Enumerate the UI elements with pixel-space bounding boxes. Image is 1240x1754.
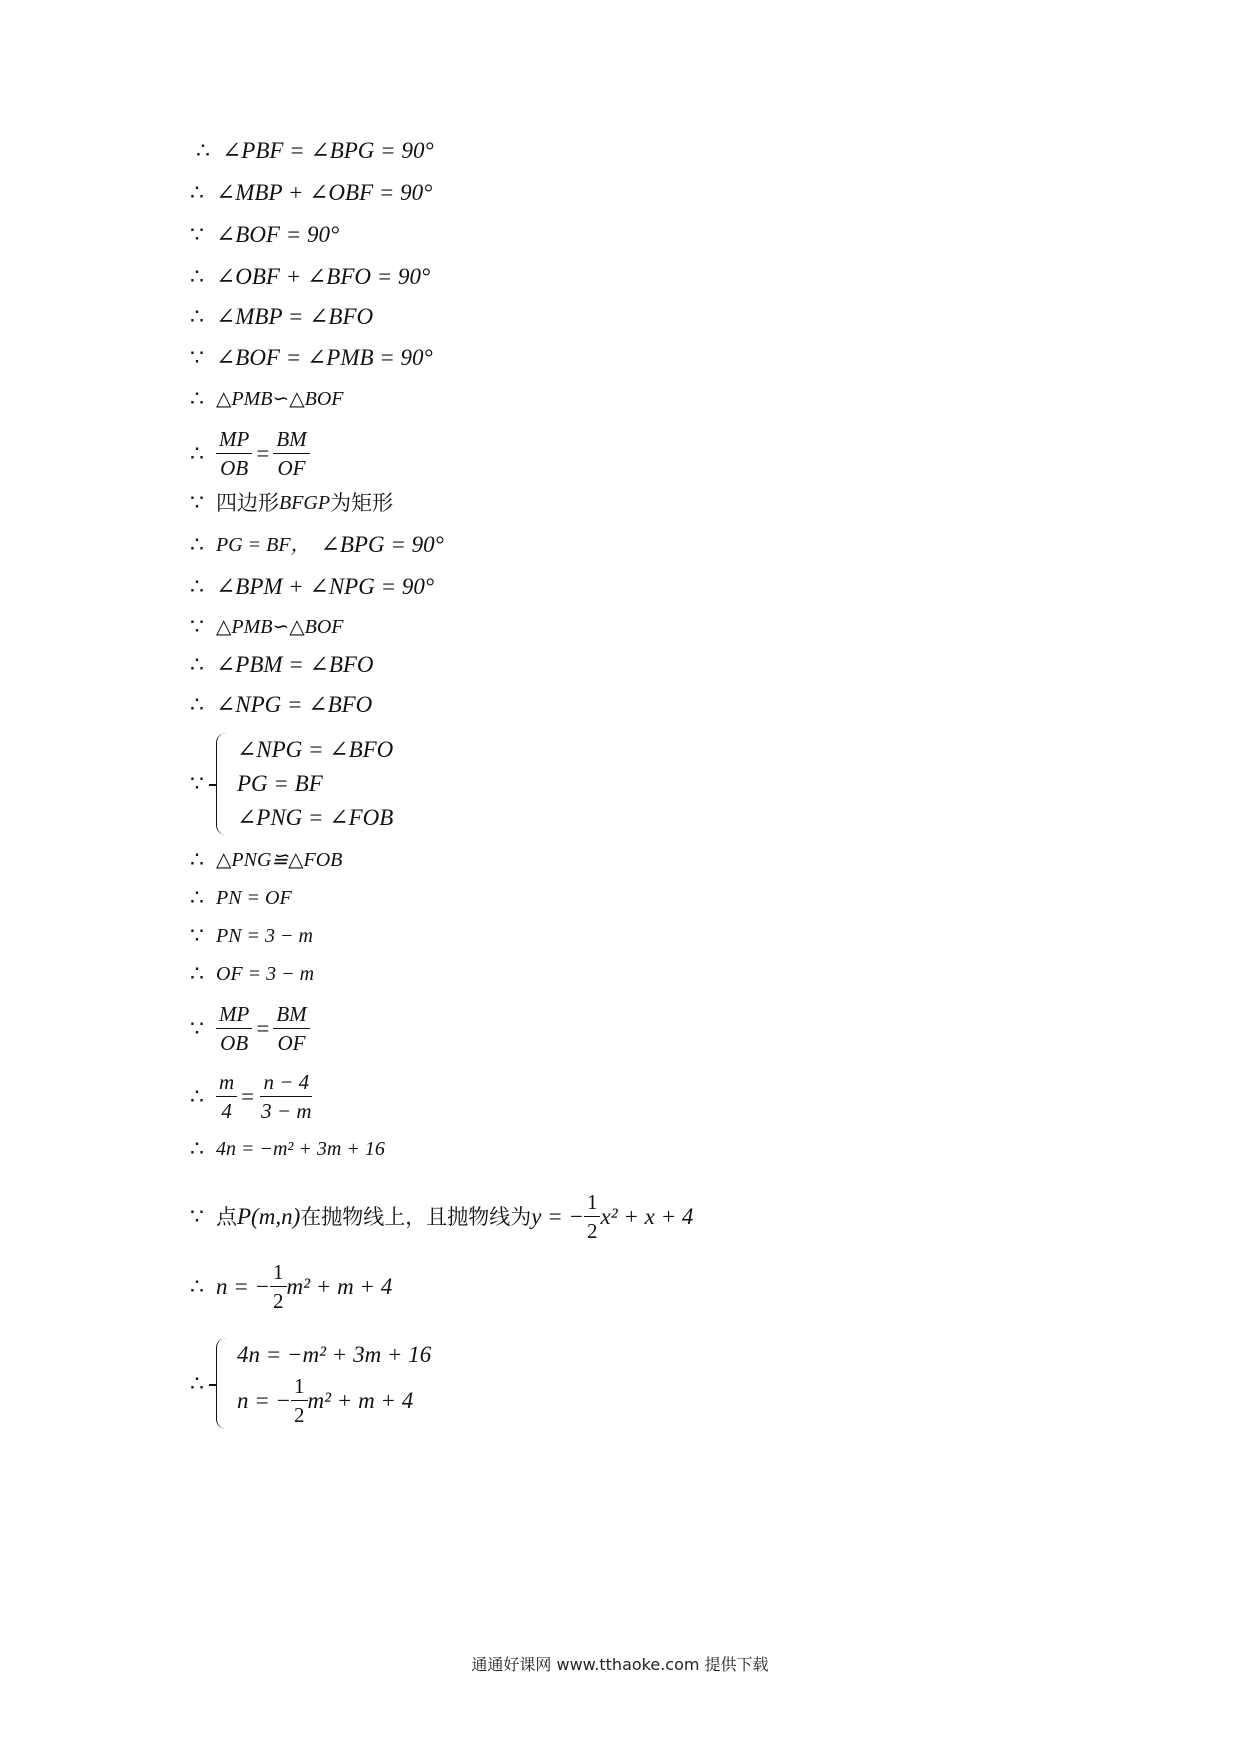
proof-line-10	[190, 530, 444, 560]
denominator: OB	[220, 456, 249, 480]
left-brace	[216, 1338, 231, 1429]
proof-line-23	[190, 1188, 693, 1245]
numerator: 1	[291, 1372, 308, 1401]
equation-system	[216, 733, 393, 835]
numerator: 1	[270, 1258, 287, 1287]
system-row: ∠PNG = ∠FOB	[237, 805, 394, 830]
equation: ∠BOF = 90°	[216, 222, 340, 247]
therefore-symbol: ∴	[190, 180, 204, 205]
equation: PG = BF，	[216, 534, 311, 556]
proof-line-4	[190, 262, 430, 292]
numerator: MP	[216, 1000, 252, 1029]
because-symbol: ∵	[190, 614, 204, 639]
therefore-symbol: ∴	[190, 1136, 204, 1161]
because-symbol: ∵	[190, 345, 204, 370]
proof-line-5	[190, 302, 373, 332]
equation: OF = 3 − m	[216, 963, 315, 985]
system-row: PG = BF	[237, 771, 323, 796]
text: 点	[216, 1204, 237, 1229]
equation: m² + m + 4	[307, 1387, 414, 1413]
therefore-symbol: ∴	[190, 1083, 204, 1109]
denominator: 4	[221, 1099, 232, 1123]
proof-line-1	[196, 136, 434, 166]
numerator: MP	[216, 425, 252, 454]
therefore-symbol: ∴	[190, 1273, 204, 1299]
equation: ∠MBP = ∠BFO	[216, 304, 374, 329]
proof-line-2	[190, 178, 432, 208]
equation: △PMB∽△BOF	[216, 388, 344, 410]
therefore-symbol: ∴	[190, 885, 204, 910]
proof-line-18	[190, 921, 313, 951]
equation: ∠MBP + ∠OBF = 90°	[216, 180, 433, 205]
equals-sign: =	[256, 440, 270, 466]
therefore-symbol: ∴	[190, 264, 204, 289]
equation: BFGP	[279, 492, 331, 514]
proof-line-9	[190, 488, 393, 518]
equation: △PMB∽△BOF	[216, 616, 344, 638]
equation: ∠BPG = 90°	[320, 532, 444, 557]
proof-line-17	[190, 883, 292, 913]
equation-system	[216, 1338, 431, 1429]
equation: n = −	[237, 1387, 292, 1413]
equation: PN = OF	[216, 887, 292, 909]
proof-line-25	[190, 1338, 431, 1429]
equation: △PNG≌△FOB	[216, 849, 343, 871]
because-symbol: ∵	[190, 923, 204, 948]
fraction	[291, 1372, 308, 1429]
proof-line-22	[190, 1134, 385, 1164]
equation: ∠BOF = ∠PMB = 90°	[216, 345, 433, 370]
proof-line-15	[190, 733, 393, 835]
system-row	[237, 1372, 431, 1429]
numerator: BM	[273, 425, 309, 454]
numerator: n − 4	[260, 1068, 312, 1097]
proof-line-24	[190, 1258, 392, 1315]
equation: ∠PBF = ∠BPG = 90°	[222, 138, 434, 163]
text: 在抛物线上，且抛物线为	[300, 1204, 532, 1229]
numerator: BM	[273, 1000, 309, 1029]
fraction-left	[216, 1000, 252, 1057]
equation: ∠NPG = ∠BFO	[216, 692, 373, 717]
proof-line-13	[190, 650, 374, 680]
therefore-symbol: ∴	[190, 692, 204, 717]
proof-line-6	[190, 343, 433, 373]
denominator: OF	[277, 1031, 306, 1055]
because-symbol: ∵	[190, 222, 204, 247]
denominator: 2	[294, 1403, 305, 1427]
text: 为矩形	[330, 491, 394, 515]
denominator: OF	[277, 456, 306, 480]
equation: ∠BPM + ∠NPG = 90°	[216, 574, 435, 599]
therefore-symbol: ∴	[196, 138, 210, 163]
page-footer: 通通好课网 www.tthaoke.com 提供下载	[471, 1655, 769, 1674]
therefore-symbol: ∴	[190, 304, 204, 329]
fraction	[270, 1258, 287, 1315]
proof-line-16	[190, 845, 342, 875]
therefore-symbol: ∴	[190, 386, 204, 411]
proof-line-11	[190, 572, 434, 602]
therefore-symbol: ∴	[190, 532, 204, 557]
therefore-symbol: ∴	[190, 847, 204, 872]
because-symbol: ∵	[190, 1203, 204, 1229]
equation: n = −	[216, 1273, 271, 1299]
equation: ∠OBF + ∠BFO = 90°	[216, 264, 431, 289]
therefore-symbol: ∴	[190, 1370, 204, 1396]
proof-line-8	[190, 425, 310, 482]
equation: PN = 3 − m	[216, 925, 313, 947]
fraction-left	[216, 1068, 237, 1125]
therefore-symbol: ∴	[190, 961, 204, 986]
denominator: 2	[586, 1219, 598, 1243]
equation: 4n = −m² + 3m + 16	[216, 1138, 385, 1160]
equation: ∠PBM = ∠BFO	[216, 652, 374, 677]
therefore-symbol: ∴	[190, 574, 204, 599]
system-row: 4n = −m² + 3m + 16	[237, 1342, 432, 1367]
denominator: OB	[220, 1031, 249, 1055]
equation: x² + x + 4	[600, 1203, 694, 1229]
proof-line-3	[190, 220, 339, 250]
proof-line-7	[190, 384, 344, 414]
fraction-right	[258, 1068, 314, 1125]
left-brace	[216, 733, 231, 835]
because-symbol: ∵	[190, 1015, 204, 1041]
equation: m² + m + 4	[286, 1273, 393, 1299]
denominator: 2	[273, 1289, 284, 1313]
therefore-symbol: ∴	[190, 440, 204, 466]
proof-line-12	[190, 612, 344, 642]
equals-sign: =	[256, 1015, 270, 1041]
fraction-right	[273, 425, 309, 482]
proof-line-14	[190, 690, 372, 720]
fraction-left	[216, 425, 252, 482]
proof-line-21	[190, 1068, 315, 1125]
system-row: ∠NPG = ∠BFO	[237, 737, 394, 762]
proof-line-19	[190, 959, 314, 989]
numerator: m	[216, 1068, 237, 1097]
text: 四边形	[216, 491, 279, 515]
because-symbol: ∵	[190, 490, 204, 515]
equation: P(m,n)	[237, 1203, 301, 1229]
equals-sign: =	[241, 1083, 255, 1109]
proof-line-20	[190, 1000, 310, 1057]
numerator: 1	[584, 1188, 601, 1217]
denominator: 3 − m	[261, 1099, 312, 1123]
fraction	[584, 1188, 601, 1245]
fraction-right	[273, 1000, 309, 1057]
therefore-symbol: ∴	[190, 652, 204, 677]
equation: y = −	[531, 1203, 584, 1229]
because-symbol: ∵	[190, 771, 204, 796]
